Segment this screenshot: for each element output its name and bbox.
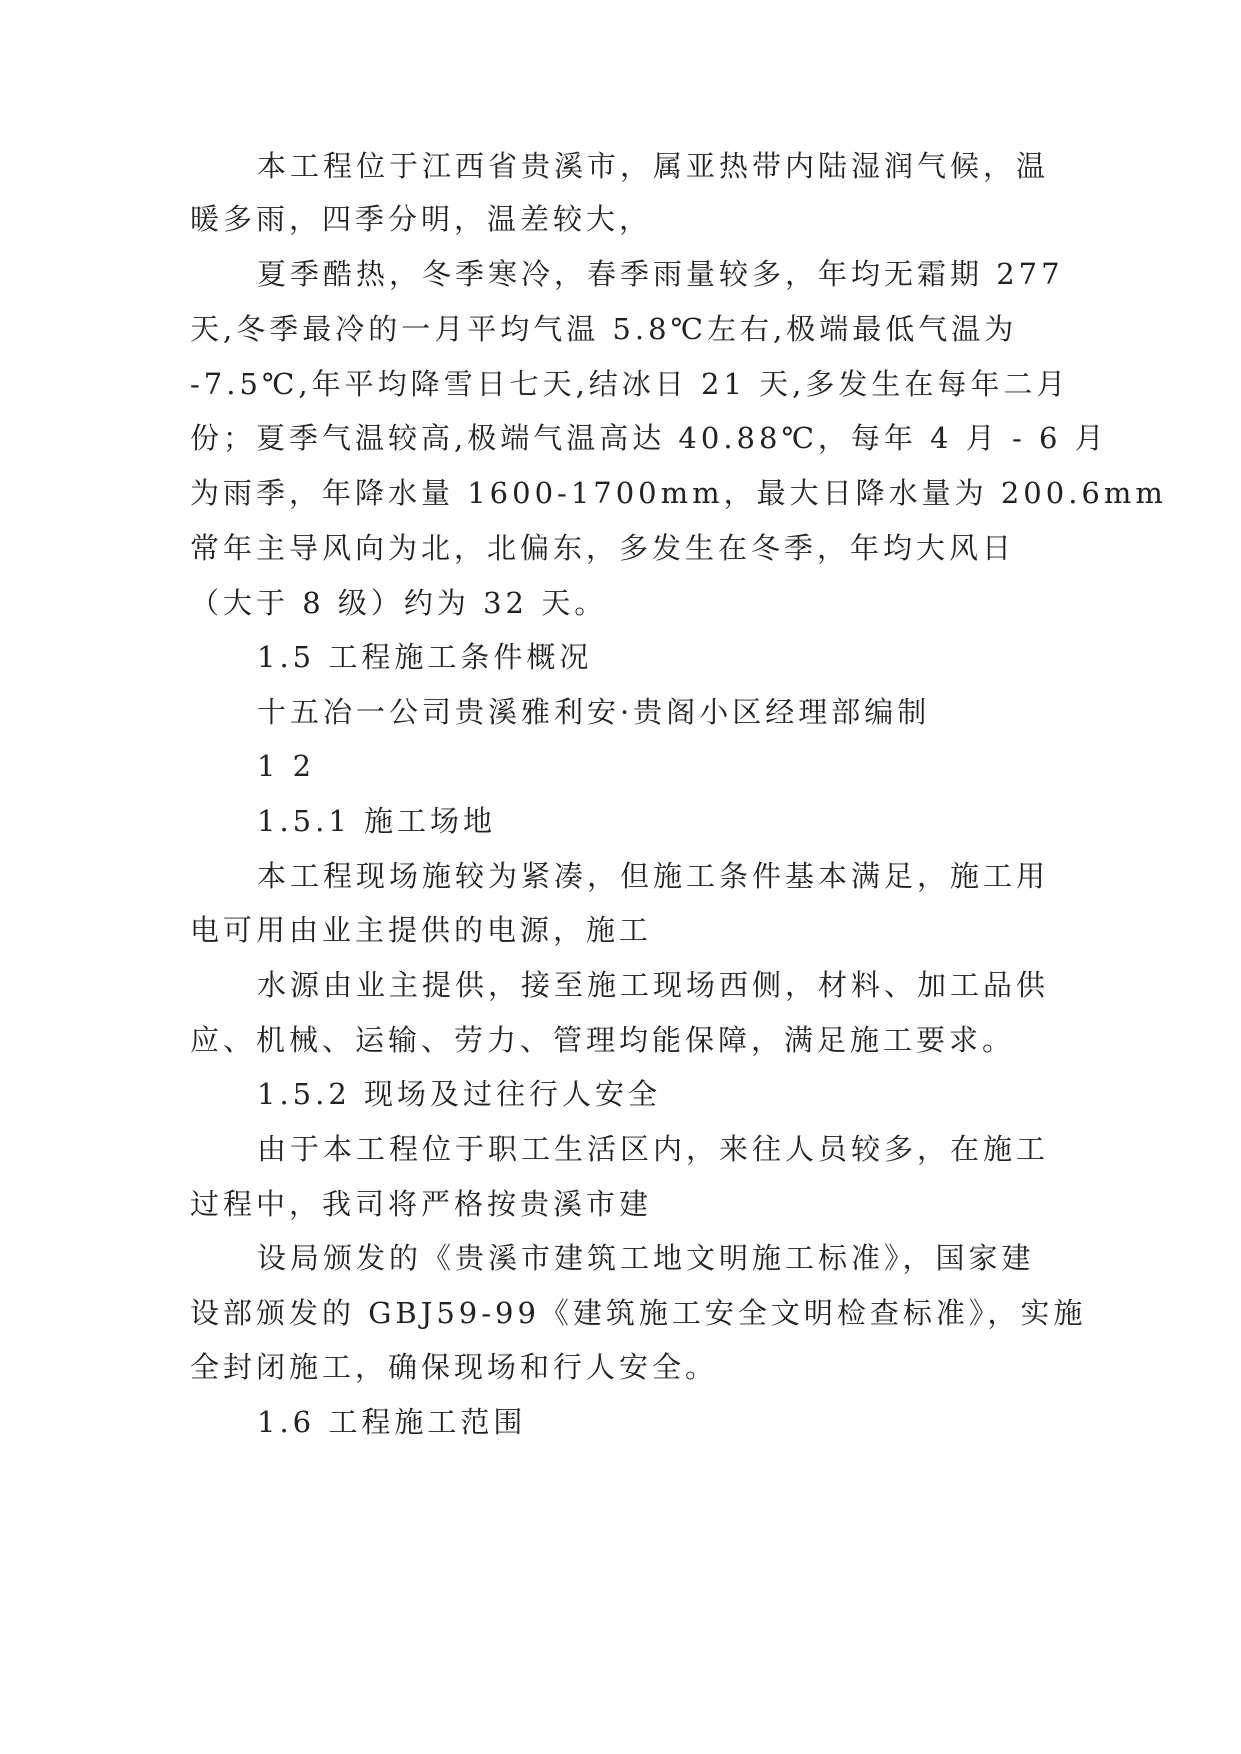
text-line: 本工程位于江西省贵溪市，属亚热带内陆湿润气候，温 [257, 149, 1050, 183]
section-heading: 1.5 工程施工条件概况 [257, 640, 593, 674]
text-line: 份；夏季气温较高,极端气温高达 40.88℃，每年 4 月 - 6 月 [190, 421, 1108, 455]
section-heading: 1.6 工程施工范围 [257, 1405, 527, 1439]
page-footer-text: 十五冶一公司贵溪雅利安·贵阁小区经理部编制 [257, 695, 931, 729]
text-line: 过程中，我司将严格按贵溪市建 [190, 1187, 653, 1221]
text-line: 由于本工程位于职工生活区内，来往人员较多，在施工 [257, 1132, 1050, 1166]
text-line: （大于 8 级）约为 32 天。 [190, 586, 608, 620]
text-line: 电可用由业主提供的电源，施工 [190, 913, 653, 947]
text-line: 夏季酷热，冬季寒冷，春季雨量较多，年均无霜期 277 [257, 257, 1064, 291]
text-line: 全封闭施工，确保现场和行人安全。 [190, 1350, 719, 1384]
text-line: 本工程现场施较为紧凑，但施工条件基本满足，施工用 [257, 859, 1050, 893]
page-number: 1 2 [257, 749, 316, 783]
text-line: 天,冬季最冷的一月平均气温 5.8℃左右,极端最低气温为 [190, 312, 1018, 346]
text-line: 暖多雨，四季分明，温差较大， [190, 202, 653, 236]
subsection-heading: 1.5.1 施工场地 [257, 804, 497, 838]
text-line: 水源由业主提供，接至施工现场西侧，材料、加工品供 [257, 968, 1050, 1002]
text-line: 常年主导风向为北，北偏东，多发生在冬季，年均大风日 [190, 531, 1016, 565]
text-line: 为雨季，年降水量 1600-1700mm，最大日降水量为 200.6mm [190, 476, 1167, 510]
text-line: 设部颁发的 GBJ59-99《建筑施工安全文明检查标准》，实施 [190, 1296, 1087, 1330]
subsection-heading: 1.5.2 现场及过往行人安全 [257, 1077, 662, 1111]
text-line: 应、机械、运输、劳力、管理均能保障，满足施工要求。 [190, 1023, 1016, 1057]
text-line: 设局颁发的《贵溪市建筑工地文明施工标准》，国家建 [257, 1241, 1035, 1275]
text-line: -7.5℃,年平均降雪日七天,结冰日 21 天,多发生在每年二月 [190, 367, 1070, 401]
